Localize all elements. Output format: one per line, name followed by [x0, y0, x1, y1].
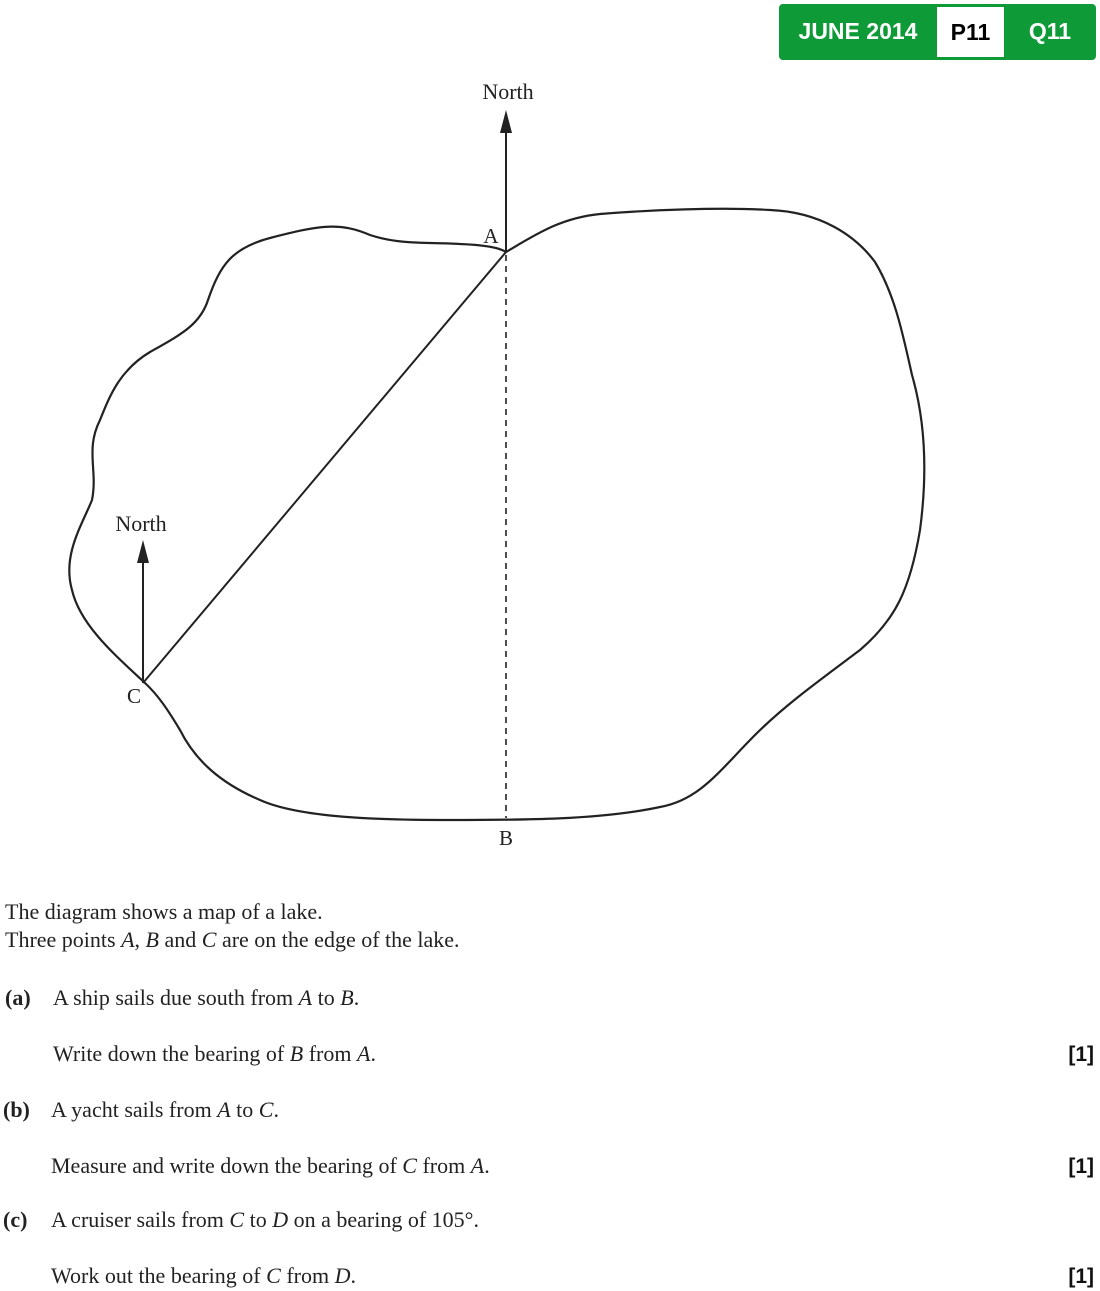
- part-c-label: (c): [3, 1207, 28, 1232]
- north-arrow-a-head: [500, 110, 512, 133]
- part-b-line-1: A yacht sails from A to C.: [51, 1097, 279, 1122]
- part-b-line-2: Measure and write down the bearing of C from A.: [51, 1153, 490, 1178]
- part-a-line-2: Write down the bearing of B from A.: [53, 1041, 376, 1066]
- lake-outline: [69, 209, 924, 820]
- part-b-label: (b): [3, 1097, 30, 1122]
- part-c-marks: [1]: [1068, 1265, 1094, 1288]
- badge-question: Q11: [1028, 18, 1072, 44]
- intro-line-1: The diagram shows a map of a lake.: [5, 899, 323, 924]
- badge-date: JUNE 2014: [798, 18, 918, 44]
- part-b-marks: [1]: [1068, 1155, 1094, 1178]
- part-c-line-1: A cruiser sails from C to D on a bearing of 105°.: [51, 1207, 479, 1232]
- part-a-line-1: A ship sails due south from A to B.: [53, 985, 360, 1010]
- point-label-b: B: [498, 826, 514, 850]
- north-label-c: North: [115, 511, 167, 536]
- line-a-to-c: [143, 252, 506, 683]
- badge-paper: P11: [937, 7, 1004, 57]
- north-label-a: North: [482, 79, 534, 104]
- point-label-c: C: [126, 684, 142, 708]
- north-arrow-c-head: [137, 540, 149, 563]
- part-c-line-2: Work out the bearing of C from D.: [51, 1263, 356, 1288]
- part-a-marks: [1]: [1068, 1043, 1094, 1066]
- intro-line-2: Three points A, B and C are on the edge of the lake.: [5, 927, 460, 952]
- part-a-label: (a): [5, 985, 31, 1010]
- point-label-a: A: [483, 224, 499, 248]
